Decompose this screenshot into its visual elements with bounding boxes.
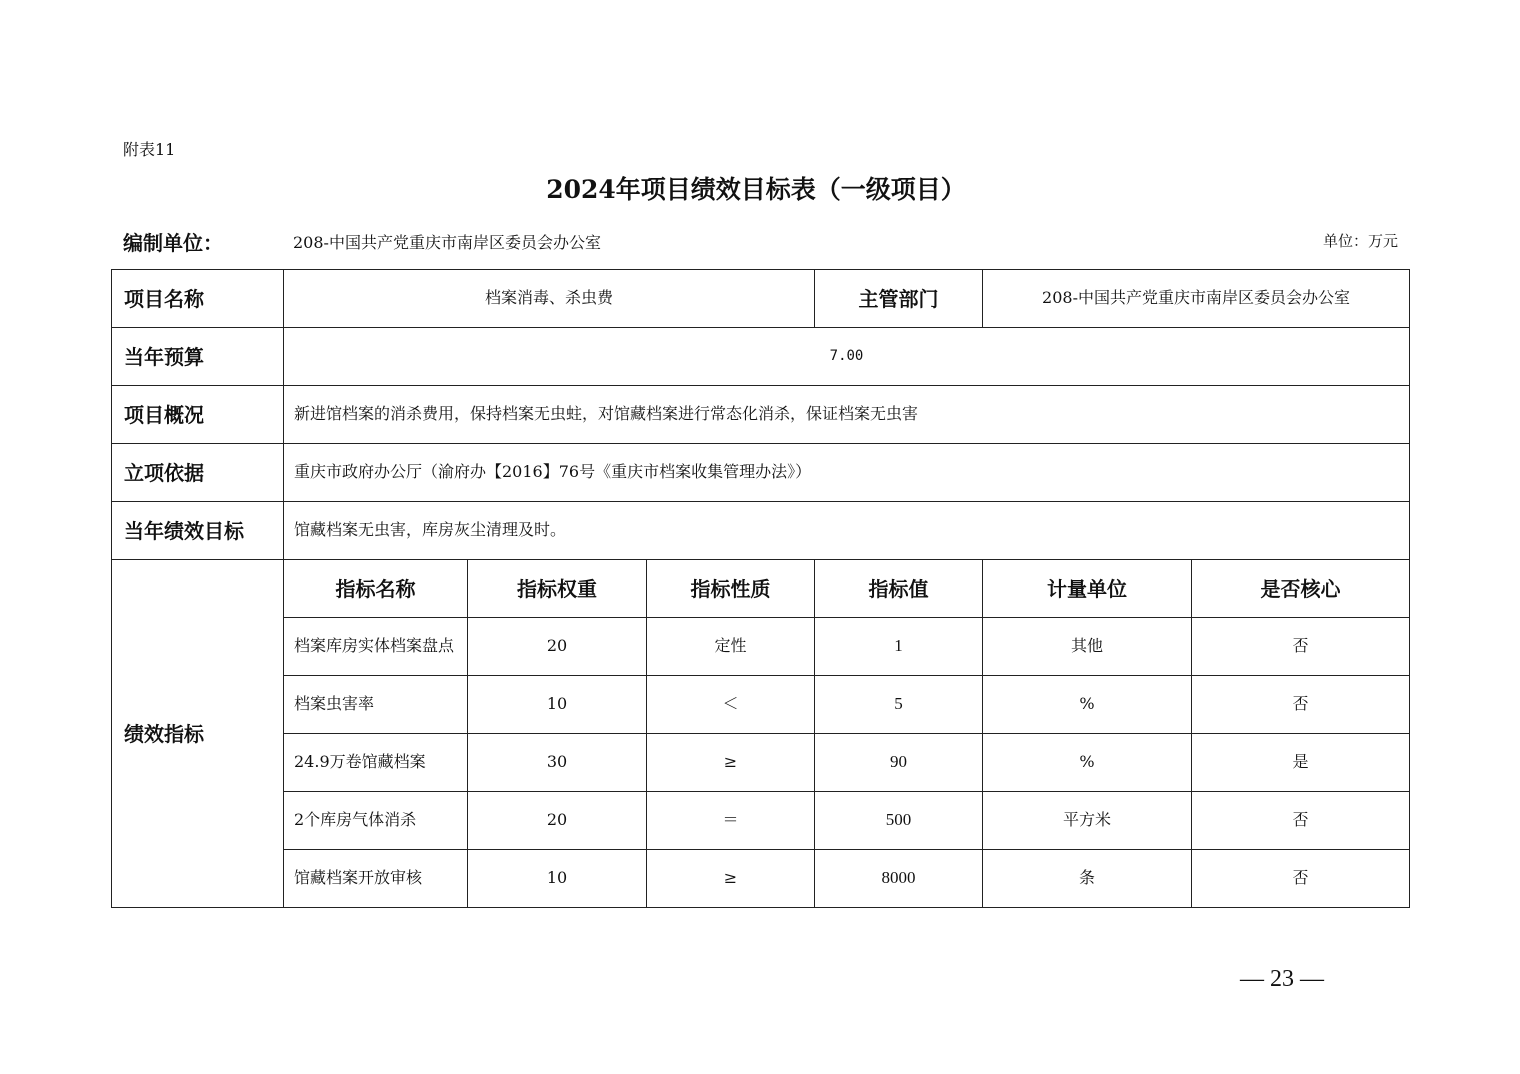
indicator-unit: 平方米 (983, 792, 1192, 850)
indicator-unit: % (983, 734, 1192, 792)
performance-table (111, 269, 1410, 908)
indicator-name: 馆藏档案开放审核 (284, 850, 468, 908)
indicator-weight: 20 (468, 792, 647, 850)
overview-value: 新进馆档案的消杀费用，保持档案无虫蛀，对馆藏档案进行常态化消杀，保证档案无虫害 (284, 386, 1410, 444)
indicator-weight: 10 (468, 676, 647, 734)
unit-label: 单位：万元 (1322, 232, 1398, 250)
indicator-unit: % (983, 676, 1192, 734)
indicator-value: 5 (815, 676, 983, 734)
indicator-nature: ≥ (647, 734, 815, 792)
header-is-core: 是否核心 (1192, 560, 1410, 618)
table-row (112, 734, 1410, 792)
indicator-nature: ≥ (647, 850, 815, 908)
indicator-core: 否 (1192, 676, 1410, 734)
basis-value: 重庆市政府办公厅（渝府办【2016】76号《重庆市档案收集管理办法》） (284, 444, 1410, 502)
indicator-core: 否 (1192, 792, 1410, 850)
indicator-value: 8000 (815, 850, 983, 908)
indicator-value: 1 (815, 618, 983, 676)
indicator-name: 24.9万卷馆藏档案 (284, 734, 468, 792)
indicator-nature: ＝ (647, 792, 815, 850)
overview-label: 项目概况 (112, 386, 284, 444)
budget-label: 当年预算 (112, 328, 284, 386)
indicator-core: 否 (1192, 618, 1410, 676)
indicator-header-row (112, 560, 1410, 618)
table-row (112, 792, 1410, 850)
budget-value: 7.00 (284, 328, 1410, 386)
dept-value: 208-中国共产党重庆市南岸区委员会办公室 (983, 270, 1410, 328)
header-indicator-weight: 指标权重 (468, 560, 647, 618)
indicator-unit: 条 (983, 850, 1192, 908)
row-budget (112, 328, 1410, 386)
indicator-core: 是 (1192, 734, 1410, 792)
indicator-name: 2个库房气体消杀 (284, 792, 468, 850)
dept-label: 主管部门 (815, 270, 983, 328)
indicator-core: 否 (1192, 850, 1410, 908)
indicator-nature: ＜ (647, 676, 815, 734)
goal-value: 馆藏档案无虫害，库房灰尘清理及时。 (284, 502, 1410, 560)
header-indicator-nature: 指标性质 (647, 560, 815, 618)
project-name-label: 项目名称 (112, 270, 284, 328)
indicator-value: 500 (815, 792, 983, 850)
table-row (112, 618, 1410, 676)
indicators-label: 绩效指标 (112, 560, 284, 908)
project-name-value: 档案消毒、杀虫费 (284, 270, 815, 328)
table-row (112, 850, 1410, 908)
header-measure-unit: 计量单位 (983, 560, 1192, 618)
indicator-weight: 30 (468, 734, 647, 792)
indicator-name: 档案库房实体档案盘点 (284, 618, 468, 676)
indicator-value: 90 (815, 734, 983, 792)
row-project-name (112, 270, 1410, 328)
row-basis (112, 444, 1410, 502)
row-overview (112, 386, 1410, 444)
org-label: 编制单位： (123, 231, 223, 255)
page-title: 2024年项目绩效目标表（一级项目） (546, 175, 966, 204)
table-row (112, 676, 1410, 734)
org-value: 208-中国共产党重庆市南岸区委员会办公室 (293, 233, 601, 252)
goal-label: 当年绩效目标 (112, 502, 284, 560)
indicator-weight: 10 (468, 850, 647, 908)
indicator-name: 档案虫害率 (284, 676, 468, 734)
row-goal (112, 502, 1410, 560)
header-indicator-name: 指标名称 (284, 560, 468, 618)
basis-label: 立项依据 (112, 444, 284, 502)
indicator-weight: 20 (468, 618, 647, 676)
page-number: — 23 — (1240, 966, 1324, 992)
indicator-unit: 其他 (983, 618, 1192, 676)
indicator-nature: 定性 (647, 618, 815, 676)
header-indicator-value: 指标值 (815, 560, 983, 618)
annex-label: 附表11 (123, 140, 176, 159)
